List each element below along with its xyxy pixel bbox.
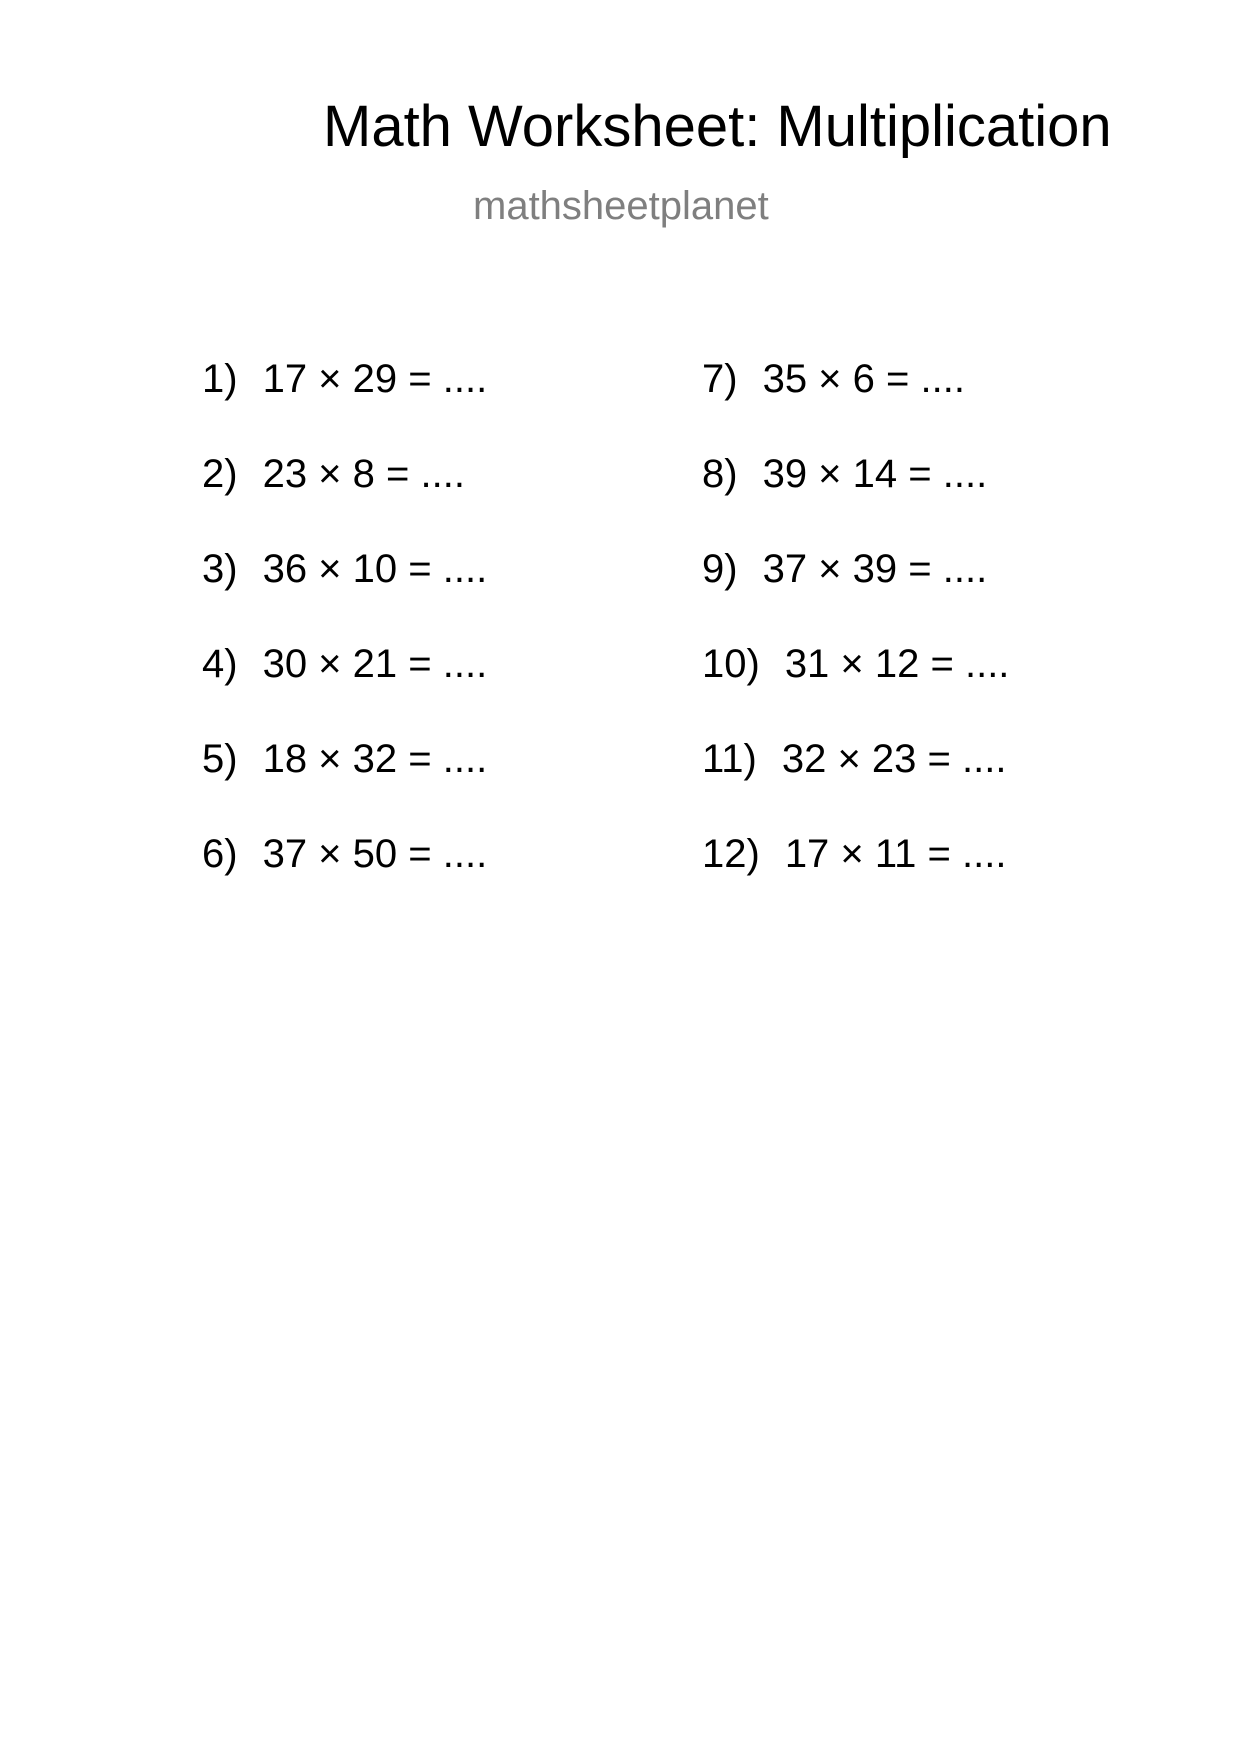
problem-number: 2) bbox=[202, 452, 238, 496]
problem-item bbox=[702, 644, 1009, 684]
problem-number: 7) bbox=[702, 357, 738, 401]
problem-expression: 36 × 10 = .... bbox=[262, 547, 488, 591]
problem-item bbox=[202, 549, 487, 589]
problem-number: 8) bbox=[702, 452, 738, 496]
problem-item bbox=[202, 454, 465, 494]
problem-item bbox=[702, 739, 1006, 779]
problem-item bbox=[202, 359, 487, 399]
problem-number: 11) bbox=[702, 737, 757, 781]
problem-expression: 30 × 21 = .... bbox=[262, 642, 488, 686]
problem-expression: 18 × 32 = .... bbox=[262, 737, 488, 781]
problem-expression: 32 × 23 = .... bbox=[781, 737, 1007, 781]
problem-number: 9) bbox=[702, 547, 738, 591]
problem-number: 3) bbox=[202, 547, 238, 591]
problem-item bbox=[202, 644, 487, 684]
problem-number: 6) bbox=[202, 832, 238, 876]
problem-expression: 37 × 39 = .... bbox=[762, 547, 988, 591]
problem-item bbox=[702, 549, 987, 589]
problem-item bbox=[702, 359, 965, 399]
problem-number: 4) bbox=[202, 642, 238, 686]
problem-item bbox=[202, 834, 487, 874]
page-title: Math Worksheet: Multiplication bbox=[323, 94, 1112, 159]
problem-item bbox=[702, 454, 987, 494]
problem-expression: 31 × 12 = .... bbox=[784, 642, 1010, 686]
page-subtitle: mathsheetplanet bbox=[473, 184, 769, 228]
problem-item bbox=[202, 739, 487, 779]
problem-expression: 17 × 11 = .... bbox=[784, 832, 1007, 876]
problem-item bbox=[702, 834, 1006, 874]
problem-number: 1) bbox=[202, 357, 238, 401]
problem-number: 12) bbox=[702, 832, 760, 876]
problem-number: 5) bbox=[202, 737, 238, 781]
problem-expression: 23 × 8 = .... bbox=[262, 452, 465, 496]
problem-expression: 39 × 14 = .... bbox=[762, 452, 988, 496]
problem-expression: 37 × 50 = .... bbox=[262, 832, 488, 876]
problem-number: 10) bbox=[702, 642, 760, 686]
problem-expression: 17 × 29 = .... bbox=[262, 357, 488, 401]
problem-expression: 35 × 6 = .... bbox=[762, 357, 965, 401]
